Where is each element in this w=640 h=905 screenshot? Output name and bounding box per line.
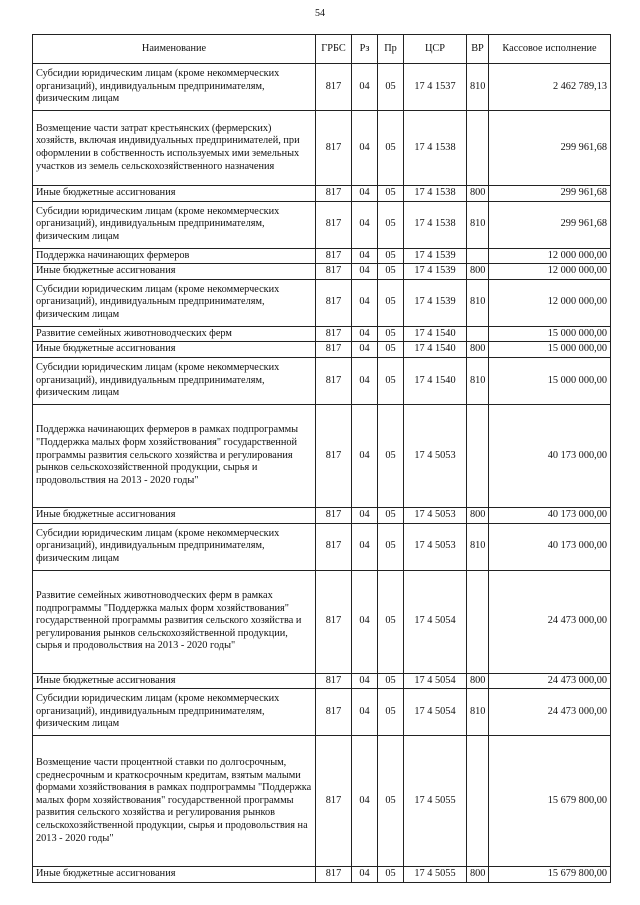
row-amount: 24 473 000,00 [489,673,611,689]
row-vr: 810 [467,279,489,326]
table-row [33,689,611,736]
row-amount: 15 000 000,00 [489,326,611,342]
row-name: Возмещение части затрат крестьянских (фермерских) хозяйств, включая индивидуальных предпринимателей, при оформлении в собственность используемых ими земельных участков из земель сельскохозяйственного назначения [33,111,316,186]
table-header-row [33,35,611,64]
row-csr: 17 4 1540 [404,326,467,342]
row-csr: 17 4 1539 [404,279,467,326]
page-number: 54 [315,8,325,19]
row-rz: 04 [352,279,378,326]
row-rz: 04 [352,64,378,111]
row-vr: 800 [467,342,489,358]
row-rz: 04 [352,342,378,358]
row-amount: 2 462 789,13 [489,64,611,111]
row-pr: 05 [378,404,404,507]
row-name: Возмещение части процентной ставки по долгосрочным, среднесрочным и краткосрочным кредитам, взятым малыми формами хозяйствования в рамках подпрограммы "Поддержка малых форм хозяйствования" государственной программы развития сельского хозяйства и регулирования рынков сельскохозяйственной продукции, сырья и продовольствия на 2013 - 2020 годы" [33,736,316,867]
table-row [33,673,611,689]
budget-execution-table [32,34,611,883]
header-grbs: ГРБС [316,35,352,64]
row-name: Развитие семейных животноводческих ферм [33,326,316,342]
row-csr: 17 4 1539 [404,264,467,280]
row-amount: 299 961,68 [489,201,611,248]
row-rz: 04 [352,248,378,264]
row-grbs: 817 [316,523,352,570]
table-row [33,326,611,342]
table-row [33,507,611,523]
row-grbs: 817 [316,111,352,186]
row-name: Развитие семейных животноводческих ферм в рамках подпрограммы "Поддержка малых форм хозяйствования" государственной программы развития сельского хозяйства и регулирования рынков сельскохозяйственной продукции, сырья и продовольствия на 2013 - 2020 годы" [33,570,316,673]
row-csr: 17 4 5055 [404,736,467,867]
row-vr: 800 [467,186,489,202]
table-row [33,264,611,280]
row-name: Поддержка начинающих фермеров [33,248,316,264]
row-amount: 15 679 800,00 [489,736,611,867]
row-name: Субсидии юридическим лицам (кроме некоммерческих организаций), индивидуальным предпринимателям, физическим лицам [33,523,316,570]
row-name: Иные бюджетные ассигнования [33,867,316,883]
table-row [33,342,611,358]
row-amount: 15 679 800,00 [489,867,611,883]
row-csr: 17 4 5054 [404,689,467,736]
row-rz: 04 [352,186,378,202]
row-grbs: 817 [316,404,352,507]
row-name: Иные бюджетные ассигнования [33,186,316,202]
header-vr: ВР [467,35,489,64]
row-name: Поддержка начинающих фермеров в рамках подпрограммы "Поддержка малых форм хозяйствования" государственной программы развития сельского хозяйства и регулирования рынков сельскохозяйственной продукции, сырья и продовольствия на 2013 - 2020 годы" [33,404,316,507]
row-amount: 12 000 000,00 [489,248,611,264]
row-vr: 810 [467,689,489,736]
row-rz: 04 [352,673,378,689]
row-pr: 05 [378,64,404,111]
row-csr: 17 4 5054 [404,673,467,689]
row-csr: 17 4 5055 [404,867,467,883]
table-row [33,570,611,673]
row-grbs: 817 [316,279,352,326]
row-grbs: 817 [316,673,352,689]
row-amount: 40 173 000,00 [489,404,611,507]
row-vr: 810 [467,201,489,248]
row-name: Субсидии юридическим лицам (кроме некоммерческих организаций), индивидуальным предпринимателям, физическим лицам [33,357,316,404]
row-pr: 05 [378,736,404,867]
row-pr: 05 [378,248,404,264]
header-pr: Пр [378,35,404,64]
row-name: Иные бюджетные ассигнования [33,507,316,523]
row-grbs: 817 [316,867,352,883]
row-pr: 05 [378,523,404,570]
row-pr: 05 [378,264,404,280]
row-name: Иные бюджетные ассигнования [33,673,316,689]
row-amount: 24 473 000,00 [489,570,611,673]
row-vr: 800 [467,507,489,523]
row-vr [467,404,489,507]
row-csr: 17 4 1540 [404,357,467,404]
row-vr [467,248,489,264]
row-pr: 05 [378,357,404,404]
row-vr: 800 [467,673,489,689]
row-amount: 15 000 000,00 [489,357,611,404]
row-pr: 05 [378,201,404,248]
header-csr: ЦСР [404,35,467,64]
header-amount: Кассовое исполнение [489,35,611,64]
row-pr: 05 [378,689,404,736]
row-pr: 05 [378,186,404,202]
row-pr: 05 [378,867,404,883]
row-amount: 12 000 000,00 [489,264,611,280]
row-grbs: 817 [316,689,352,736]
row-rz: 04 [352,326,378,342]
table-row [33,404,611,507]
table-row [33,357,611,404]
row-grbs: 817 [316,507,352,523]
row-name: Субсидии юридическим лицам (кроме некоммерческих организаций), индивидуальным предпринимателям, физическим лицам [33,64,316,111]
row-grbs: 817 [316,570,352,673]
row-grbs: 817 [316,264,352,280]
row-rz: 04 [352,570,378,673]
row-vr: 810 [467,64,489,111]
row-pr: 05 [378,673,404,689]
row-grbs: 817 [316,64,352,111]
row-rz: 04 [352,264,378,280]
row-grbs: 817 [316,326,352,342]
row-csr: 17 4 5054 [404,570,467,673]
row-vr: 810 [467,357,489,404]
row-grbs: 817 [316,248,352,264]
row-vr [467,736,489,867]
row-pr: 05 [378,570,404,673]
row-name: Субсидии юридическим лицам (кроме некоммерческих организаций), индивидуальным предпринимателям, физическим лицам [33,689,316,736]
row-vr [467,326,489,342]
row-pr: 05 [378,111,404,186]
row-vr: 800 [467,264,489,280]
row-csr: 17 4 5053 [404,507,467,523]
row-rz: 04 [352,357,378,404]
row-grbs: 817 [316,186,352,202]
row-grbs: 817 [316,342,352,358]
row-amount: 299 961,68 [489,186,611,202]
row-rz: 04 [352,507,378,523]
row-csr: 17 4 1538 [404,186,467,202]
table-row [33,523,611,570]
row-csr: 17 4 1540 [404,342,467,358]
row-rz: 04 [352,689,378,736]
row-name: Иные бюджетные ассигнования [33,264,316,280]
row-pr: 05 [378,507,404,523]
table-row [33,248,611,264]
row-csr: 17 4 5053 [404,523,467,570]
row-csr: 17 4 1539 [404,248,467,264]
row-name: Субсидии юридическим лицам (кроме некоммерческих организаций), индивидуальным предпринимателям, физическим лицам [33,201,316,248]
row-csr: 17 4 1538 [404,201,467,248]
table-row [33,867,611,883]
row-amount: 40 173 000,00 [489,507,611,523]
table-row [33,201,611,248]
table-row [33,279,611,326]
row-vr: 800 [467,867,489,883]
row-vr: 810 [467,523,489,570]
row-csr: 17 4 1537 [404,64,467,111]
row-name: Субсидии юридическим лицам (кроме некоммерческих организаций), индивидуальным предпринимателям, физическим лицам [33,279,316,326]
row-name: Иные бюджетные ассигнования [33,342,316,358]
row-csr: 17 4 1538 [404,111,467,186]
table-row [33,111,611,186]
table-row [33,64,611,111]
row-rz: 04 [352,867,378,883]
row-amount: 12 000 000,00 [489,279,611,326]
header-name: Наименование [33,35,316,64]
row-pr: 05 [378,279,404,326]
row-rz: 04 [352,201,378,248]
row-amount: 40 173 000,00 [489,523,611,570]
row-amount: 15 000 000,00 [489,342,611,358]
table-row [33,736,611,867]
table-row [33,186,611,202]
row-amount: 299 961,68 [489,111,611,186]
row-rz: 04 [352,736,378,867]
row-rz: 04 [352,523,378,570]
row-csr: 17 4 5053 [404,404,467,507]
row-pr: 05 [378,342,404,358]
row-pr: 05 [378,326,404,342]
row-amount: 24 473 000,00 [489,689,611,736]
row-grbs: 817 [316,201,352,248]
header-rz: Рз [352,35,378,64]
row-rz: 04 [352,404,378,507]
row-grbs: 817 [316,357,352,404]
row-grbs: 817 [316,736,352,867]
row-rz: 04 [352,111,378,186]
row-vr [467,570,489,673]
row-vr [467,111,489,186]
